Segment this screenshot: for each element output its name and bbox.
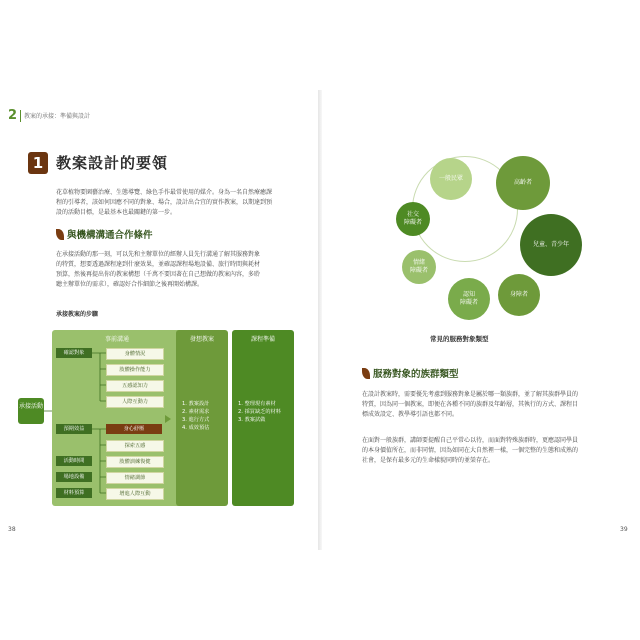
column-design [176,330,228,506]
circle-general: 一般民眾 [430,158,472,200]
body-line: 在承接活動的那一刻，可以先和主辦單位的經辦人員先行溝通了解其服務對象 [56,251,261,258]
group-type-paragraph-1 [362,390,632,420]
section-number-badge: 1 [28,152,48,174]
section-title: 教案設計的要領 [56,154,169,172]
body-line: 的特質，想要透過課程達到什麼效果，並確認課程場地設備、旅行時間與耗材 [56,261,261,268]
subsection-title: 與機構溝通合作條件 [67,230,153,241]
coordination-paragraph [56,250,306,290]
preparation-step: 2. 採買缺乏的材料 [238,409,281,415]
benefit-item: 情緒調節 [106,472,164,484]
logistics-item: 材料預算 [56,488,92,498]
intro-paragraph [56,188,306,218]
body-line: 在面對一般族群，講師要提醒自己平常心以待，而面對特殊族群時，更應認同學員 [362,437,579,444]
subsection-heading [56,227,153,241]
leaf-icon [362,368,370,379]
intro-line: 設的活動目標，是最基本也最關鍵的第一步。 [56,209,177,216]
circle-elder: 高齡者 [496,156,550,210]
target-item: 人際互動力 [106,396,164,408]
diagram-caption: 常見的服務對象類型 [430,335,489,343]
design-step: 3. 進行方式 [182,417,210,423]
chapter-number: 2 [8,108,18,123]
column-head-design: 發想教案 [189,336,214,343]
column-head-preparation: 課程準備 [250,336,275,343]
page-number-right: 39 [620,526,628,533]
body-line: 特質，因為同一個教案，即便在各種不同的族群及年齡層，其執行的方式、課程目 [362,401,579,408]
benefit-item: 肢體訓練復健 [106,456,164,468]
body-line: 預算，然後再提出你的教案構想（千萬不要因著在自己想做的教案內容，多聆 [56,271,261,278]
body-line: 的本身價值所在，而非同情，因為如同在大自然裡一樣，一個完整的生態和成熟的 [362,447,579,454]
design-step: 2. 素材需求 [182,409,210,415]
leaf-icon [56,229,64,240]
target-item: 肢體操作能力 [106,364,164,376]
book-spread [0,90,640,550]
header-divider [20,110,21,122]
body-line: 在設計教案時，需要優先考慮到服務對象是屬於哪一類族群，並了解其族群學員的 [362,391,579,398]
target-item: 五感認知力 [106,380,164,392]
column-head-communication: 事前溝通 [104,336,129,343]
chapter-header [8,108,90,123]
expected-benefit-box: 預期效益 [56,424,92,434]
steps-diagram [18,330,294,530]
preparation-step: 1. 整理現有素材 [238,401,276,407]
left-page [0,90,318,550]
preparation-step: 3. 教案試做 [238,417,266,423]
body-line: 社會，是保有最多元的生命樣貌同時的並榮存在。 [362,457,495,464]
column-preparation [232,330,294,506]
body-line: 聽主辦單位的需求），確認好合作細節之後再開始構課。 [56,281,204,288]
service-target-diagram [322,90,640,330]
logistics-item: 活動時間 [56,456,92,466]
circle-child: 兒童、青少年 [520,214,582,276]
chapter-title: 教案的承接：準備與設計 [24,113,91,120]
subsection-title-right: 服務對象的族群類型 [373,369,459,380]
page-number-left: 38 [8,526,16,533]
benefit-item: 身心紓壓 [106,424,162,434]
benefit-item: 增進人際互動 [106,488,164,500]
preparation-list [238,400,281,424]
intro-line: 程的引導者，該如何因應不同的對象、場合，設計出合宜的實作教案，以期達到預 [56,199,273,206]
right-page [322,90,640,550]
design-list [182,400,209,432]
target-item: 身體情況 [106,348,164,360]
diagram-connectors [18,330,188,510]
logistics-item: 場地設備 [56,472,92,482]
design-step: 1. 教案設計 [182,401,210,407]
circle-social: 社交 障礙者 [396,202,430,236]
intro-line: 花草植物要園藝治療、生態導覽、綠色手作最常使用的媒介。身為一名自然療癒課 [56,189,273,196]
circle-cognitive: 認知 障礙者 [448,278,490,320]
confirm-target-box: 確認對象 [56,348,92,358]
circle-physical: 身障者 [498,274,540,316]
subsection-heading-right [362,366,459,380]
design-step: 4. 成效預估 [182,425,210,431]
steps-title: 承接教案的步驟 [56,311,99,318]
benefit-item: 探索五感 [106,440,164,452]
diagram-start-box: 承接活動 [18,398,44,424]
circle-emotion: 情緒 障礙者 [402,250,436,284]
body-line: 標成效設定、教學導引語也都不同。 [362,411,459,418]
group-type-paragraph-2 [362,436,632,466]
